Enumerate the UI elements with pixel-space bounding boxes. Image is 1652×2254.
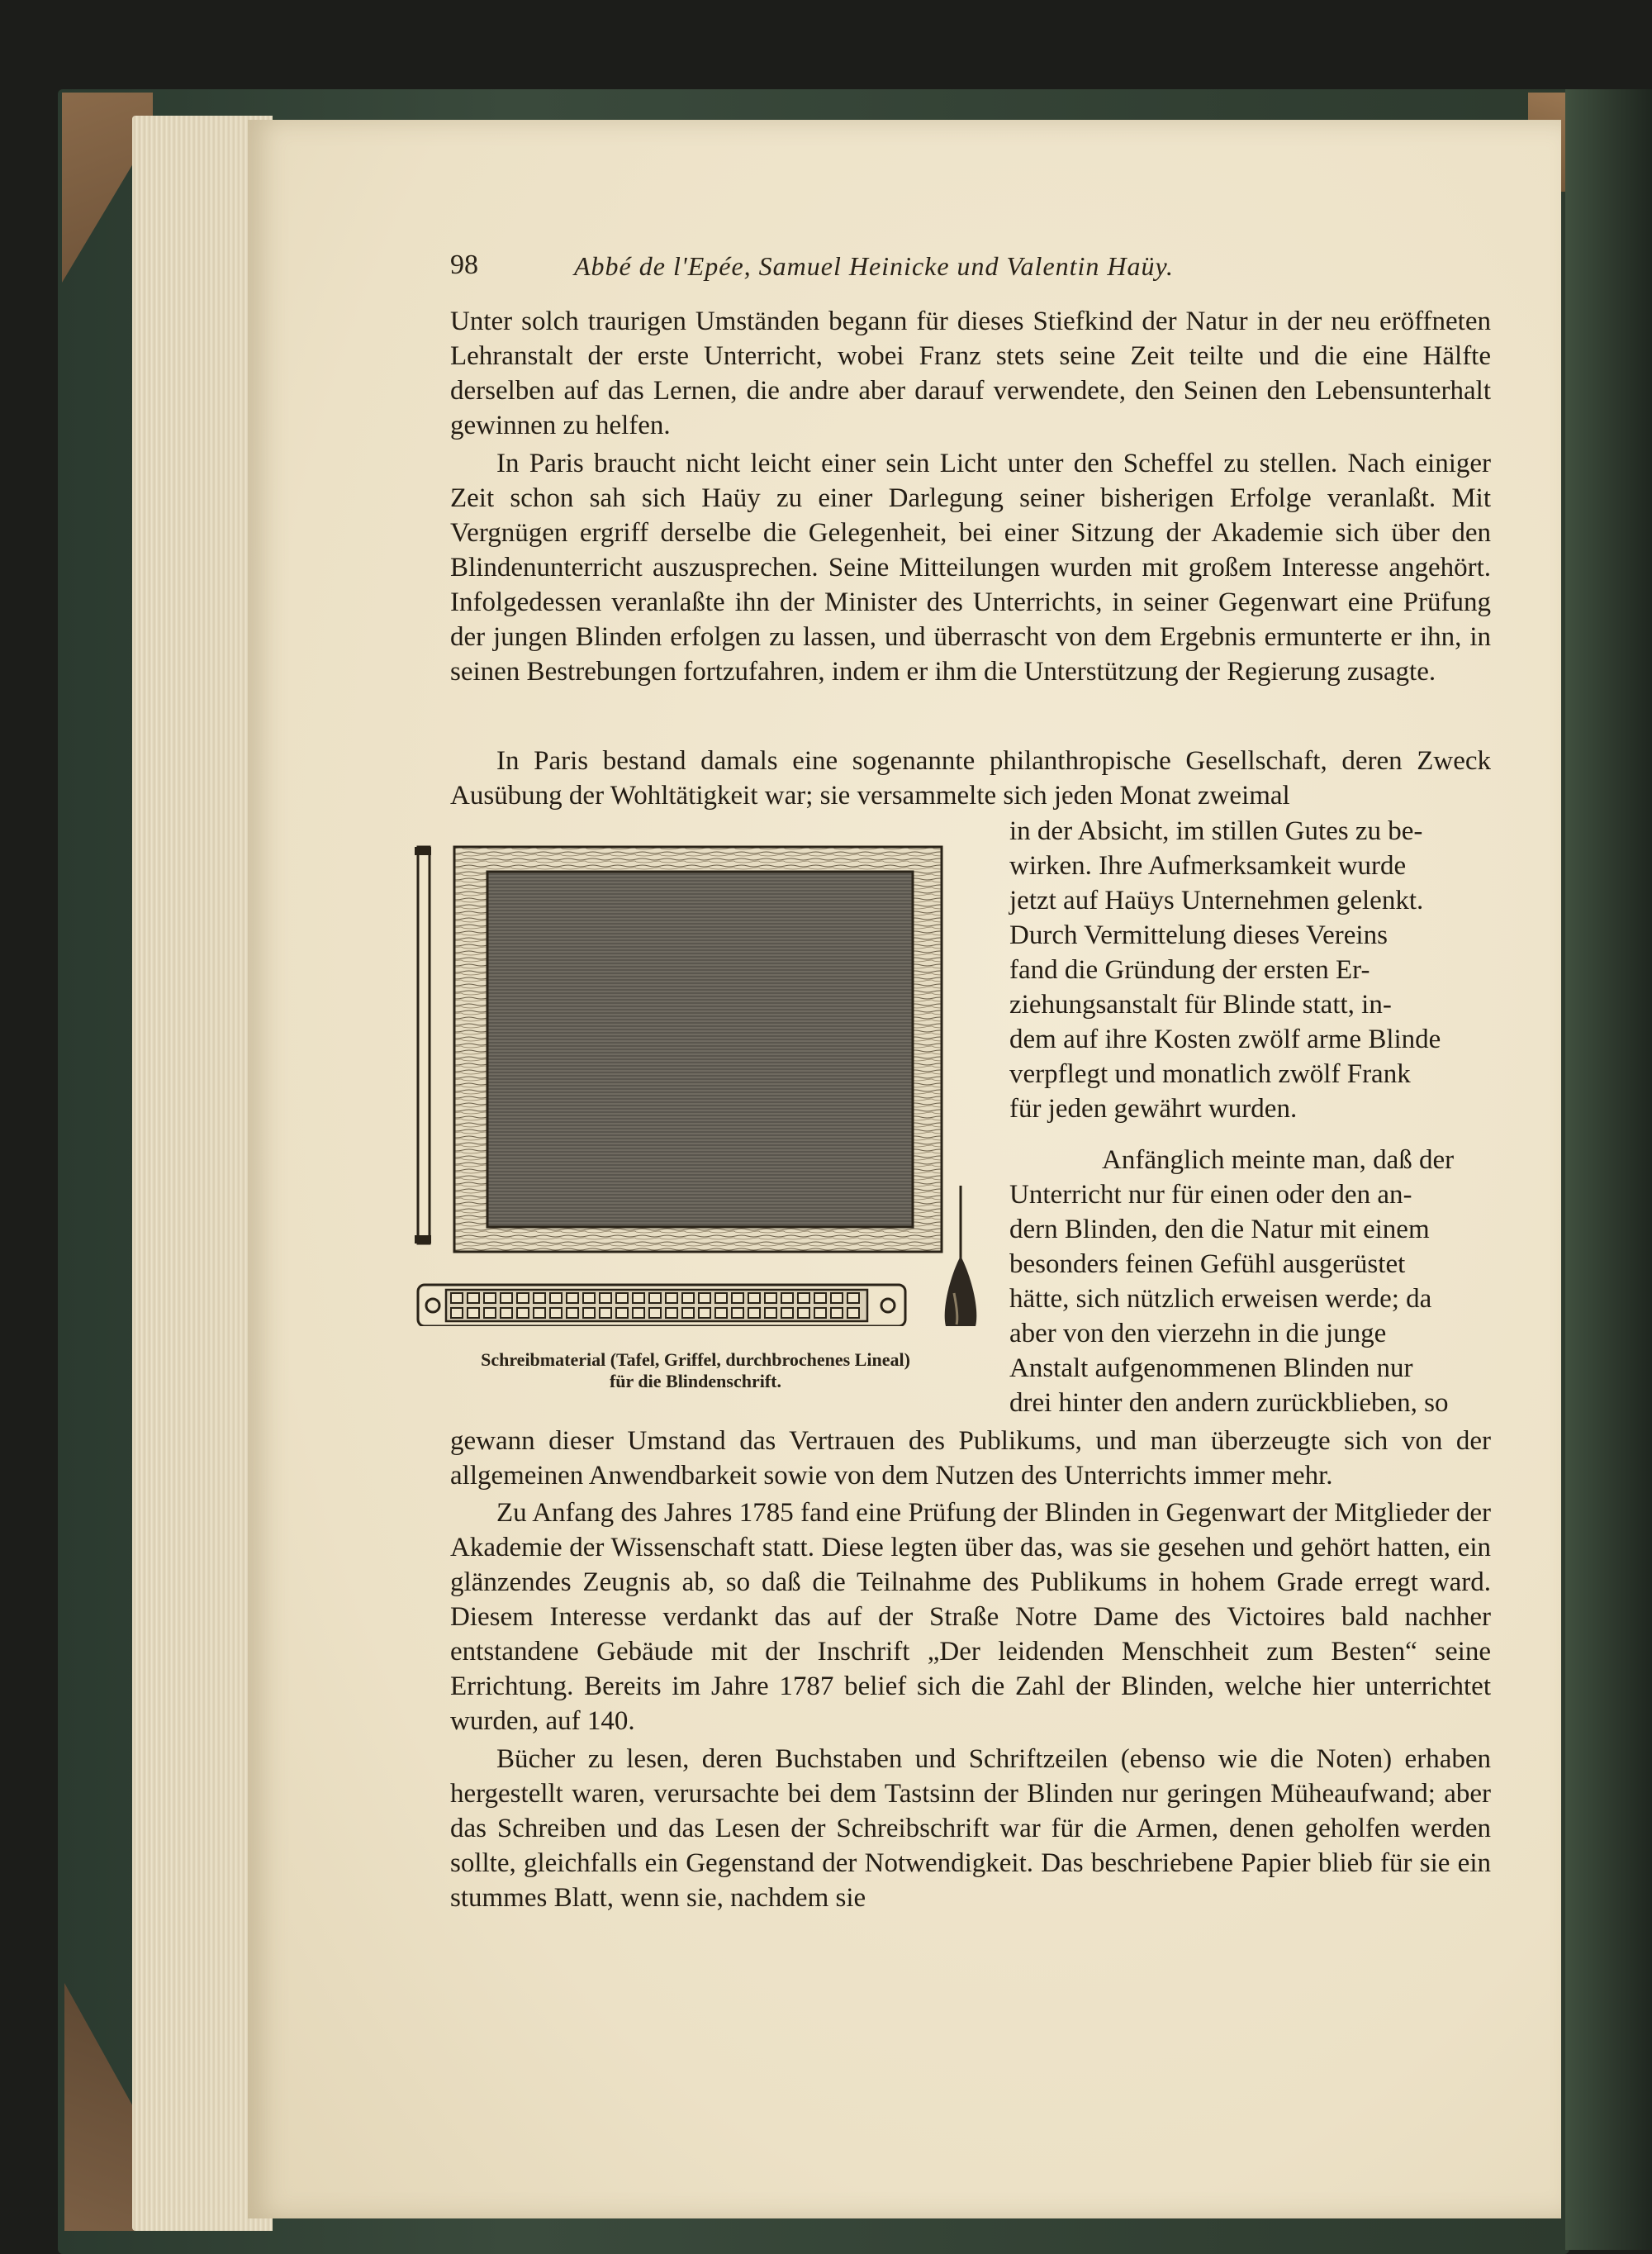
slate-tablet (454, 847, 942, 1252)
side-line: Anfänglich meinte man, daß der (1102, 1145, 1455, 1175)
side-line: dem auf ihre Kosten zwölf arme Blinde (1009, 1025, 1441, 1054)
side-line: Unterricht nur für einen oder den an- (1009, 1180, 1412, 1210)
side-line: fand die Gründung der ersten Er- (1009, 955, 1370, 985)
side-line: in der Absicht, im stillen Gutes zu be- (1009, 816, 1423, 846)
side-line: verpflegt und monatlich zwölf Frank (1009, 1059, 1411, 1089)
side-line: dern Blinden, den die Natur mit einem (1009, 1215, 1430, 1244)
side-line: hätte, sich nützlich erweisen werde; da (1009, 1284, 1432, 1314)
book-spine (1565, 89, 1652, 2250)
side-ruler (415, 847, 431, 1244)
side-line: jetzt auf Haüys Unternehmen gelenkt. (1009, 886, 1424, 915)
braille-writing-material-illustration (413, 830, 991, 1326)
side-line: ziehungsanstalt für Blinde statt, in- (1009, 990, 1392, 1020)
side-line: drei hinter den andern zurückblieben, so (1009, 1388, 1449, 1418)
perforated-ruler (418, 1285, 905, 1326)
paragraph-5: Zu Anfang des Jahres 1785 fand eine Prüfung der Blinden in Gegenwart der Mitglieder der Akademie der Wissenschaft statt. Diese legten über das, was sie gesehen und gehört hatten, ein glänzendes Zeugnis ab, so daß die Teilnahme des Publikums in hohem Grade erregt ward. Diesem Interesse verdankt das auf der Straße Notre Dame des Victoires bald nachher entstandene Gebäude mit der Inschrift „Der leidenden Menschheit zum Besten“ seine Errichtung. Bereits im Jahre 1787 belief sich die Zahl der Blinden, welche hier unterrichtet wurden, auf 140. (450, 1498, 1491, 1736)
paragraph-2: In Paris braucht nicht leicht einer sein Licht unter den Scheffel zu stellen. Nach einiger Zeit schon sah sich Haüy zu einer Darlegung seiner bisherigen Erfolge veranlaßt. Mit Vergnügen ergriff derselbe die Gelegenheit, bei einer Sitzung der Akademie sich über den Blindenunterricht auszusprechen. Seine Mitteilungen wurden mit großem Interesse angehört. Infolgedessen veranlaßte ihn der Minister des Unterrichts, in seiner Gegenwart eine Prüfung der jungen Blinden erfolgen zu lassen, und überrascht von dem Ergebnis ermunterte er ihn, in seinen Bestrebungen fortzufahren, indem er ihm die Unterstützung der Regierung zusagte. (450, 449, 1491, 687)
side-line: Durch Vermittelung dieses Vereins (1009, 920, 1388, 950)
paragraph-4-full: gewann dieser Umstand das Vertrauen des Publikums, und man überzeugte sich von der allgemeinen Anwendbarkeit sowie von dem Nutzen des Unterrichts immer mehr. (450, 1426, 1491, 1491)
figure-caption (406, 1349, 985, 1392)
paragraph-6: Bücher zu lesen, deren Buchstaben und Schriftzeilen (ebenso wie die Noten) erhaben hergestellt waren, verursachte bei dem Tastsinn der Blinden nur geringen Müheaufwand; aber das Schreiben und das Lesen der Schreibschrift war für die Armen, denen geholfen werden sollte, gleichfalls ein Gegenstand der Notwendigkeit. Das beschriebene Papier blieb für sie ein stummes Blatt, wenn sie, nachdem sie (450, 1744, 1491, 1913)
stylus (945, 1186, 977, 1326)
running-title: Abbé de l'Epée, Samuel Heinicke und Valentin Haüy. (574, 251, 1174, 281)
paragraph-1: Unter solch traurigen Umständen begann für dieses Stiefkind der Natur in der neu eröffneten Lehranstalt der erste Unterricht, wobei Franz stets seine Zeit teilte und die eine Hälfte derselben auf das Lernen, die andre aber darauf verwendete, den Seinen den Lebensunterhalt gewinnen zu helfen. (450, 307, 1491, 440)
paragraph-4-side (1009, 1143, 1491, 1420)
caption-line-2: für die Blindenschrift. (609, 1371, 781, 1391)
running-head (450, 250, 1491, 291)
side-line: aber von den vierzehn in die junge (1009, 1319, 1387, 1348)
side-line: besonders feinen Gefühl ausgerüstet (1009, 1249, 1406, 1279)
side-line: Anstalt aufgenommenen Blinden nur (1009, 1353, 1413, 1383)
side-line: wirken. Ihre Aufmerksamkeit wurde (1009, 851, 1407, 881)
page-number: 98 (450, 250, 478, 280)
paragraph-3-side (1009, 814, 1491, 1126)
paragraph-3-full: In Paris bestand damals eine sogenannte philanthropische Gesellschaft, deren Zweck Ausübung der Wohltätigkeit war; sie versammelte sich jeden Monat zweimal (450, 746, 1491, 811)
side-line: für jeden gewährt wurden. (1009, 1094, 1298, 1124)
caption-line-1: Schreibmaterial (Tafel, Griffel, durchbrochenes Lineal) (481, 1349, 910, 1370)
